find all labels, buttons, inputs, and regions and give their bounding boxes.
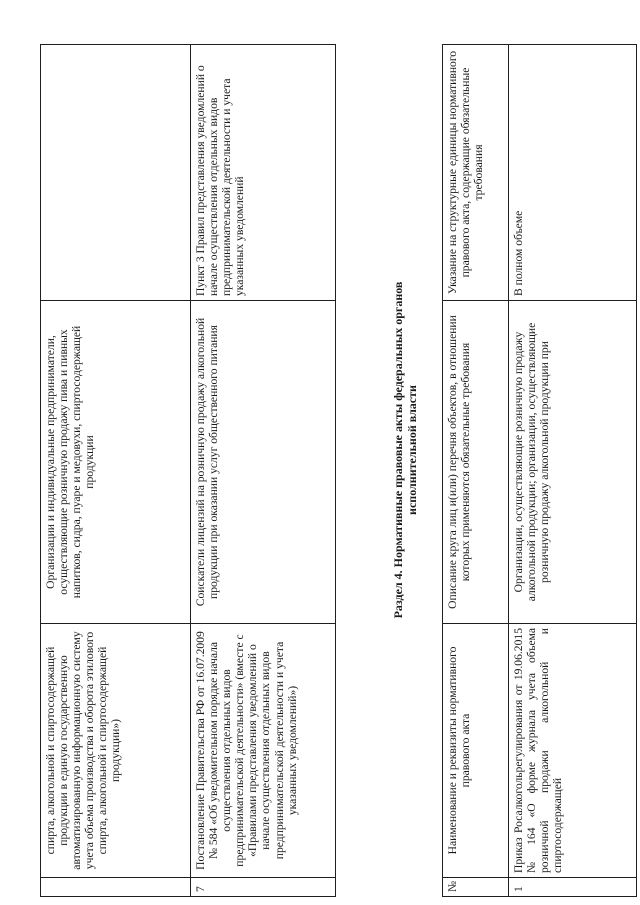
row-number (41, 878, 191, 897)
column-header-act: Наименование и реквизиты нормативного правового акта (443, 624, 509, 878)
column-header-units: Указание на структурные единицы нормативного правового акта, содержащие обязательные требования (443, 45, 509, 301)
row-number: 1 (509, 878, 637, 897)
column-header-number: № (443, 878, 509, 897)
requirements-table-continued (40, 44, 336, 897)
table-row (509, 45, 637, 897)
act-name-cell: Постановление Правительства РФ от 16.07.2009 № 584 «Об уведомительном порядке начала осуществления отдельных видов предпринимательской деятельности» (вместе с «Правилами представления уведомлений о начале осуществления отдельных видов предпринимательской деятельности и учета указанных уведомлений») (191, 624, 336, 878)
table-row (41, 45, 191, 897)
table-row (191, 45, 336, 897)
structural-units-cell (41, 45, 191, 301)
section-heading (391, 155, 419, 745)
subjects-cell: Организации, осуществляющие розничную продажу алкогольной продукции; организации, осуществляющие розничную продажу алкогольной продукции при (509, 301, 637, 624)
section-heading-line: Раздел 4. Нормативные правовые акты федеральных органов (391, 281, 405, 619)
structural-units-cell: Пункт 3 Правил представления уведомлений о начале осуществления отдельных видов предпринимательской деятельности и учета указанных уведомлений (191, 45, 336, 301)
table-header-row (443, 45, 509, 897)
federal-acts-table (442, 44, 637, 897)
section-heading-line: исполнительной власти (405, 385, 419, 515)
subjects-cell: Организации и индивидуальные предприниматели, осуществляющие розничную продажу пива и пивных напитков, сидра, пуаре и медовухи, спиртосодержащей продукции (41, 301, 191, 624)
subjects-cell: Соискатели лицензий на розничную продажу алкогольной продукции при оказании услуг общественного питания (191, 301, 336, 624)
column-header-subjects: Описание круга лиц и(или) перечня объектов, в отношении которых применяются обязательные требования (443, 301, 509, 624)
act-name-cell: Приказ Росалкогольрегулирования от 19.06.2015 № 164 «О форме журнала учета объема розничной продажи алкогольной и спиртосодержащей (509, 624, 637, 878)
structural-units-cell: В полном объеме (509, 45, 637, 301)
row-number: 7 (191, 878, 336, 897)
act-name-cell: спирта, алкогольной и спиртосодержащей продукции в единую государственную автоматизированную информационную систему учета объема производства и оборота этилового спирта, алкогольной и спиртосодержащей продукции») (41, 624, 191, 878)
